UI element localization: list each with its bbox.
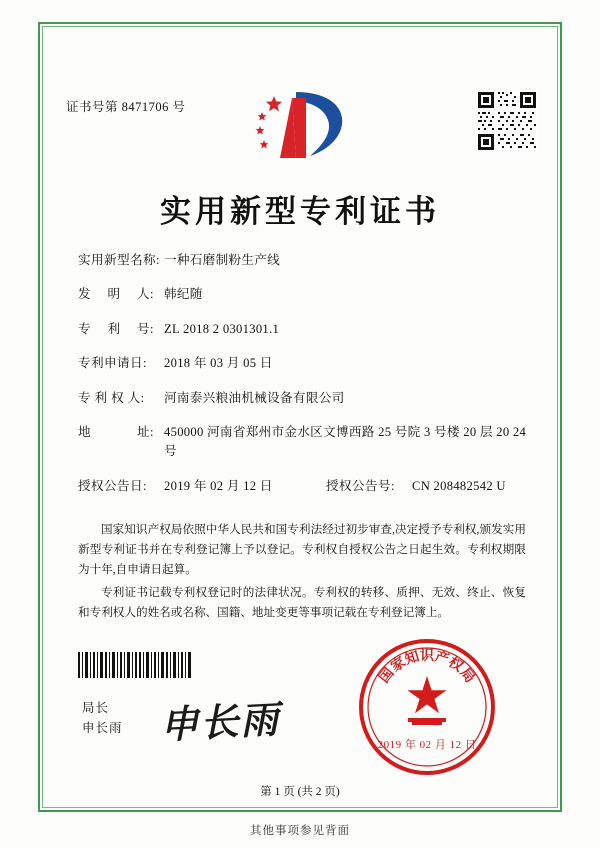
field-label-colon: : [150,424,154,439]
field-grant-number [326,477,528,496]
certificate-number: 证书号第 8471706 号 [66,100,186,114]
field-label: 授权公告号: [326,479,395,494]
signature-labels [82,698,123,738]
field-label-char: 号 [137,321,150,336]
field-label-char: 利 [107,321,121,336]
svg-text:局: 局 [456,665,478,687]
field-label: 实用新型名称: [78,253,160,267]
legal-paragraph: 国家知识产权局依照中华人民共和国专利法经过初步审查,决定授予专利权,颁发实用新型专利证书并在专利登记簿上予以登记。专利权自授权公告之日起生效。专利权期限为十年,自申请日起算。 [78,523,526,576]
seal-date: 2019 年 02 月 12 日 [377,739,477,751]
svg-text:权: 权 [445,654,466,676]
field-label-char: 址 [137,424,150,439]
handwritten-signature: 申长雨 [159,699,282,748]
field-value: 2018 年 03 月 05 日 [164,356,273,371]
field-label-colon: : [150,321,154,336]
svg-text:家: 家 [388,654,409,676]
field-label: 专利申请日: [78,356,147,371]
field-address [78,423,528,462]
field-label-char: 发 [78,287,91,302]
page-number: 第 1 页 (共 2 页) [260,786,340,798]
field-label [78,320,164,339]
field-patentee [78,389,528,408]
field-inventor [78,285,528,304]
field-value: 450000 河南省郑州市金水区文博西路 25 号院 3 号楼 20 层 20 24 号 [164,424,527,459]
field-value: 河南泰兴粮油机械设备有限公司 [164,390,345,405]
field-value: 2019 年 02 月 12 日 [164,479,273,494]
field-value: ZL 2018 2 0301301.1 [164,321,280,336]
official-seal [352,632,502,782]
svg-text:国: 国 [376,665,398,687]
field-label: 专 利 权 人: [78,390,145,405]
field-label: 授权公告日: [78,479,147,494]
cnipa-logo-icon [252,88,348,162]
field-patent-number [78,320,528,339]
footer-note: 其他事项参见背面 [250,825,350,837]
signature-label-director: 局长 [82,701,110,715]
field-value: 一种石磨制粉生产线 [164,253,281,267]
field-label [78,423,164,442]
field-value: 韩纪随 [164,287,203,302]
field-label-char: 明 [107,287,121,302]
field-label [78,285,164,304]
field-list [78,251,528,509]
qr-code-icon [476,90,538,152]
legal-text [78,520,526,626]
svg-text:识: 识 [420,648,434,664]
svg-text:知: 知 [403,648,422,668]
field-utility-model-name [78,251,528,270]
field-label-char: 地 [78,424,91,439]
field-label-char: 专 [78,321,91,336]
svg-text:产: 产 [432,648,451,668]
field-grant-announcement [78,477,528,496]
field-grant-date [78,477,326,496]
field-label-colon: : [150,287,154,302]
signature-label-name: 申长雨 [82,721,123,735]
field-application-date [78,354,528,373]
barcode-icon [78,652,194,678]
page-title: 实用新型专利证书 [160,194,440,230]
field-label-char: 人 [137,287,150,302]
field-value: CN 208482542 U [412,479,506,494]
legal-paragraph: 专利证书记载专利权登记时的法律状况。专利权的转移、质押、无效、终止、恢复和专利权人的姓名或名称、国籍、地址变更等事项记载在专利登记簿上。 [78,585,526,619]
